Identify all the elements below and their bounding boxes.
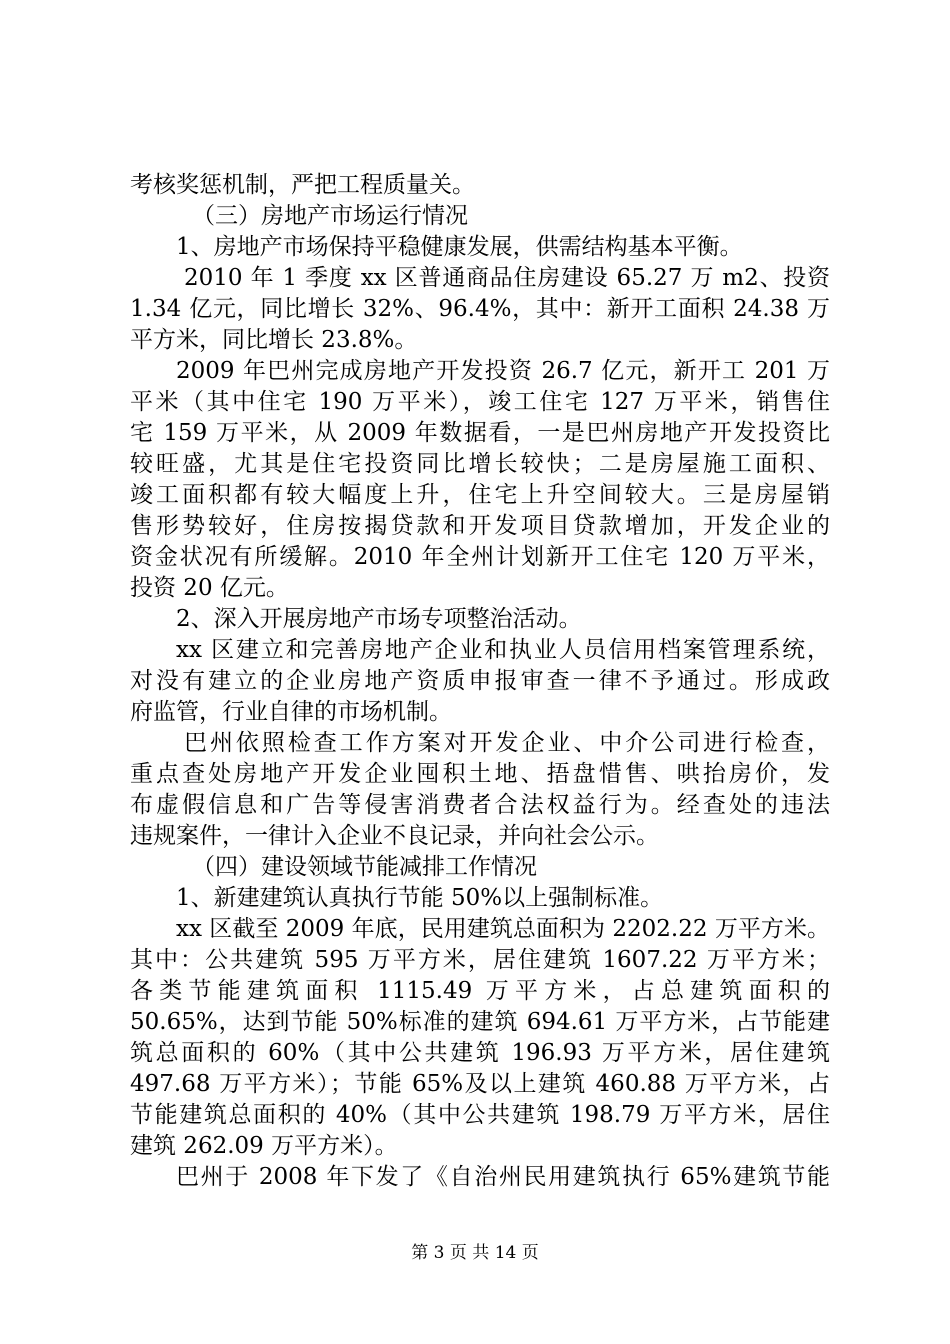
text-line: 竣工面积都有较大幅度上升，住宅上升空间较大。三是房屋销 (130, 482, 830, 508)
text-line: 售形势较好，住房按揭贷款和开发项目贷款增加，开发企业的 (130, 513, 830, 539)
text-line: 50.65%，达到节能 50%标准的建筑 694.61 万平方米，占节能建 (130, 1009, 830, 1035)
text-line: 资金状况有所缓解。2010 年全州计划新开工住宅 120 万平米， (130, 544, 830, 570)
subsection-heading: 2、深入开展房地产市场专项整治活动。 (176, 606, 582, 632)
text-line: 违规案件，一律计入企业不良记录，并向社会公示。 (130, 823, 659, 849)
text-line: 重点查处房地产开发企业囤积土地、捂盘惜售、哄抬房价，发 (130, 761, 830, 787)
text-line: 平方米，同比增长 23.8%。 (130, 327, 418, 353)
section-heading: （四）建设领域节能减排工作情况 (192, 854, 537, 880)
document-body (130, 170, 830, 1193)
text-line: 布虚假信息和广告等侵害消费者合法权益行为。经查处的违法 (130, 792, 830, 818)
text-line: 投资 20 亿元。 (130, 575, 289, 601)
text-line: 2010 年 1 季度 xx 区普通商品住房建设 65.27 万 m2、投资 (184, 265, 830, 291)
subsection-heading: 1、新建建筑认真执行节能 50%以上强制标准。 (176, 885, 664, 911)
text-line: 平米（其中住宅 190 万平米），竣工住宅 127 万平米，销售住 (130, 389, 830, 415)
text-line: 497.68 万平方米）；节能 65%及以上建筑 460.88 万平方米，占 (130, 1071, 830, 1097)
page-number: 第 3 页 共 14 页 (411, 1243, 539, 1263)
text-line: 建筑 262.09 万平方米）。 (130, 1133, 398, 1159)
text-line: 宅 159 万平米，从 2009 年数据看，一是巴州房地产开发投资比 (130, 420, 830, 446)
text-line: 筑总面积的 60%（其中公共建筑 196.93 万平方米，居住建筑 (130, 1040, 830, 1066)
text-line: 其中：公共建筑 595 万平方米，居住建筑 1607.22 万平方米； (130, 947, 830, 973)
section-heading: （三）房地产市场运行情况 (192, 203, 468, 229)
text-line: 1.34 亿元，同比增长 32%、96.4%，其中：新开工面积 24.38 万 (130, 296, 830, 322)
text-line: 节能建筑总面积的 40%（其中公共建筑 198.79 万平方米，居住 (130, 1102, 830, 1128)
text-line: 府监管，行业自律的市场机制。 (130, 699, 452, 725)
text-line: xx 区截至 2009 年底，民用建筑总面积为 2202.22 万平方米。 (176, 916, 830, 942)
text-line: 2009 年巴州完成房地产开发投资 26.7 亿元，新开工 201 万 (176, 358, 830, 384)
text-line: 巴州依照检查工作方案对开发企业、中介公司进行检查， (184, 730, 830, 756)
text-line: 巴州于 2008 年下发了《自治州民用建筑执行 65%建筑节能 (176, 1164, 830, 1190)
text-line: 考核奖惩机制，严把工程质量关。 (130, 172, 475, 198)
text-line: xx 区建立和完善房地产企业和执业人员信用档案管理系统， (176, 637, 830, 663)
subsection-heading: 1、房地产市场保持平稳健康发展，供需结构基本平衡。 (176, 234, 743, 260)
text-line: 各类节能建筑面积 1115.49 万平方米，占总建筑面积的 (130, 978, 830, 1004)
text-line: 对没有建立的企业房地产资质申报审查一律不予通过。形成政 (130, 668, 830, 694)
text-line: 较旺盛，尤其是住宅投资同比增长较快；二是房屋施工面积、 (130, 451, 830, 477)
